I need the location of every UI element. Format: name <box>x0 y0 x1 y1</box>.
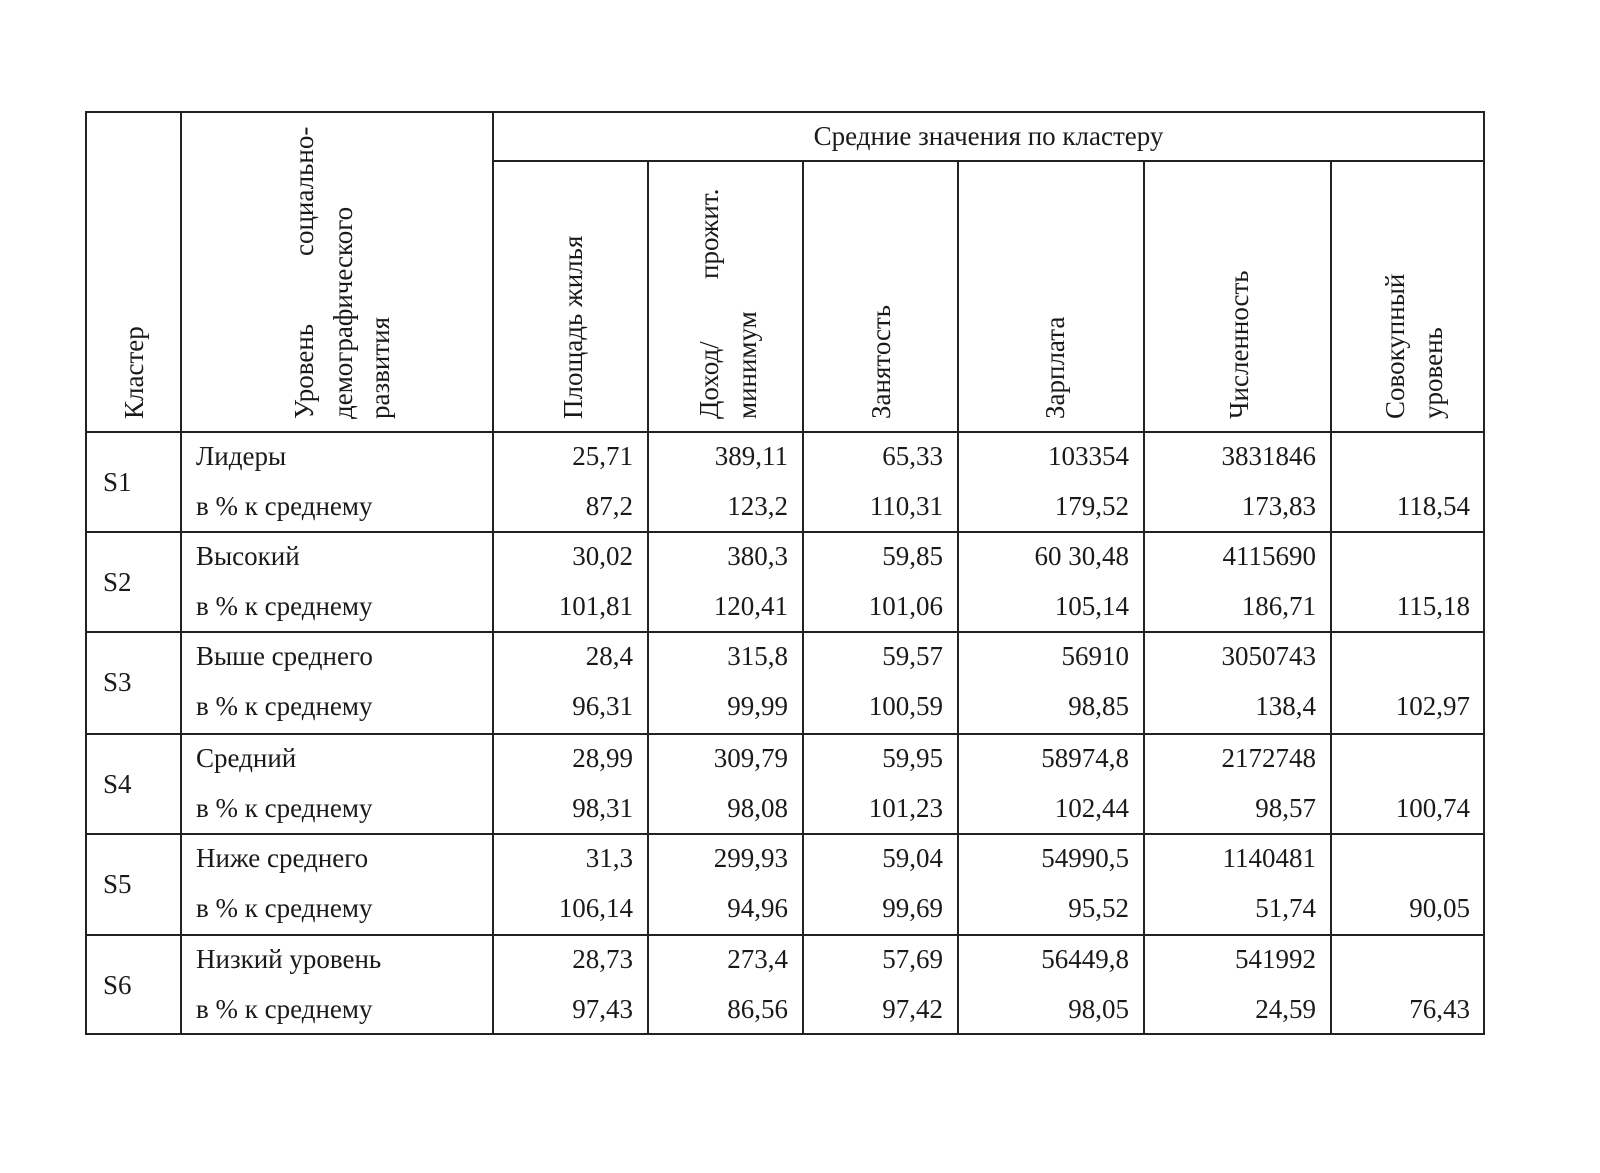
value-cell: 59,85 <box>882 541 943 571</box>
value-cell: 59,57 <box>882 641 943 671</box>
pct-cell: 95,52 <box>1068 893 1129 923</box>
header-total-line1: Совокупный <box>1380 273 1410 419</box>
pct-cell: 97,43 <box>572 994 633 1024</box>
value-cell: 58974,8 <box>1041 743 1129 773</box>
total-level-cell: 90,05 <box>1409 893 1470 923</box>
pct-label: в % к среднему <box>196 994 373 1024</box>
row-divider <box>85 531 1485 533</box>
pct-cell: 98,57 <box>1255 793 1316 823</box>
level-name: Средний <box>196 743 297 773</box>
pct-cell: 24,59 <box>1255 994 1316 1024</box>
value-cell: 54990,5 <box>1041 843 1129 873</box>
value-cell: 60 30,48 <box>1034 541 1129 571</box>
header-population: Численность <box>1224 270 1254 419</box>
total-level-cell: 102,97 <box>1395 691 1470 721</box>
row-divider <box>85 733 1485 735</box>
level-name: Выше среднего <box>196 641 373 671</box>
pct-cell: 99,99 <box>727 691 788 721</box>
pct-cell: 120,41 <box>713 591 788 621</box>
pct-cell: 110,31 <box>869 491 943 521</box>
column-divider <box>180 111 182 1035</box>
cluster-id: S4 <box>103 769 132 799</box>
pct-cell: 98,05 <box>1068 994 1129 1024</box>
pct-cell: 51,74 <box>1255 893 1316 923</box>
row-divider <box>85 934 1485 936</box>
pct-cell: 101,06 <box>868 591 943 621</box>
header-level-line1b: социально- <box>289 126 319 256</box>
pct-label: в % к среднему <box>196 893 373 923</box>
value-cell: 103354 <box>1048 441 1129 471</box>
pct-cell: 98,31 <box>572 793 633 823</box>
value-cell: 28,73 <box>572 944 633 974</box>
value-cell: 3050743 <box>1221 641 1316 671</box>
pct-cell: 106,14 <box>558 893 633 923</box>
header-level-line3: развития <box>365 316 395 419</box>
value-cell: 2172748 <box>1221 743 1316 773</box>
row-divider <box>85 833 1485 835</box>
header-cluster: Кластер <box>119 326 149 419</box>
pct-cell: 86,56 <box>727 994 788 1024</box>
table-border-bottom <box>85 1033 1485 1035</box>
pct-cell: 105,14 <box>1054 591 1129 621</box>
value-cell: 3831846 <box>1221 441 1316 471</box>
header-area: Площадь жилья <box>558 235 588 419</box>
pct-cell: 101,23 <box>868 793 943 823</box>
pct-label: в % к среднему <box>196 691 373 721</box>
value-cell: 56910 <box>1061 641 1129 671</box>
pct-cell: 99,69 <box>882 893 943 923</box>
header-level-line1a: Уровень <box>289 323 319 419</box>
row-divider <box>85 631 1485 633</box>
value-cell: 309,79 <box>713 743 788 773</box>
pct-cell: 123,2 <box>727 491 788 521</box>
value-cell: 28,4 <box>585 641 633 671</box>
value-cell: 380,3 <box>727 541 788 571</box>
header-total-line2: уровень <box>1418 327 1448 419</box>
pct-cell: 179,52 <box>1054 491 1129 521</box>
pct-cell: 100,59 <box>868 691 943 721</box>
value-cell: 4115690 <box>1222 541 1316 571</box>
value-cell: 65,33 <box>882 441 943 471</box>
table-border-top <box>85 111 1485 113</box>
value-cell: 1140481 <box>1222 843 1316 873</box>
group-header: Средние значения по кластеру <box>813 121 1164 151</box>
total-level-cell: 100,74 <box>1395 793 1470 823</box>
value-cell: 31,3 <box>585 843 633 873</box>
pct-cell: 96,31 <box>572 691 633 721</box>
table-border-left <box>85 111 87 1035</box>
value-cell: 59,04 <box>882 843 943 873</box>
value-cell: 28,99 <box>572 743 633 773</box>
pct-cell: 173,83 <box>1241 491 1316 521</box>
pct-cell: 186,71 <box>1241 591 1316 621</box>
value-cell: 315,8 <box>727 641 788 671</box>
cluster-id: S2 <box>103 567 132 597</box>
pct-label: в % к среднему <box>196 793 373 823</box>
total-level-cell: 76,43 <box>1409 994 1470 1024</box>
level-name: Лидеры <box>196 441 287 471</box>
level-name: Низкий уровень <box>196 944 382 974</box>
pct-cell: 138,4 <box>1255 691 1316 721</box>
header-income-line1b: прожит. <box>694 188 724 279</box>
value-cell: 56449,8 <box>1041 944 1129 974</box>
level-name: Высокий <box>196 541 300 571</box>
pct-label: в % к среднему <box>196 591 373 621</box>
value-cell: 541992 <box>1235 944 1316 974</box>
cluster-table <box>85 111 1485 1035</box>
cluster-id: S1 <box>103 467 132 497</box>
value-cell: 25,71 <box>572 441 633 471</box>
total-level-cell: 118,54 <box>1396 491 1470 521</box>
table-border-right <box>1483 111 1485 1035</box>
group-header-divider <box>492 160 1485 162</box>
pct-cell: 97,42 <box>882 994 943 1024</box>
header-employment: Занятость <box>866 304 896 419</box>
pct-cell: 101,81 <box>558 591 633 621</box>
pct-label: в % к среднему <box>196 491 373 521</box>
pct-cell: 98,08 <box>727 793 788 823</box>
pct-cell: 94,96 <box>727 893 788 923</box>
value-cell: 57,69 <box>882 944 943 974</box>
total-level-cell: 115,18 <box>1396 591 1470 621</box>
cluster-id: S6 <box>103 970 132 1000</box>
value-cell: 389,11 <box>714 441 788 471</box>
level-name: Ниже среднего <box>196 843 369 873</box>
pct-cell: 87,2 <box>585 491 633 521</box>
cluster-id: S5 <box>103 869 132 899</box>
value-cell: 299,93 <box>713 843 788 873</box>
value-cell: 273,4 <box>727 944 788 974</box>
cluster-id: S3 <box>103 667 132 697</box>
pct-cell: 102,44 <box>1054 793 1129 823</box>
pct-cell: 98,85 <box>1068 691 1129 721</box>
value-cell: 30,02 <box>572 541 633 571</box>
header-salary: Зарплата <box>1040 316 1070 419</box>
header-income-line2: минимум <box>732 311 762 419</box>
header-level-line2: демографического <box>328 206 358 419</box>
value-cell: 59,95 <box>882 743 943 773</box>
header-income-line1a: Доход/ <box>694 341 724 419</box>
header-bottom-border <box>85 431 1485 433</box>
